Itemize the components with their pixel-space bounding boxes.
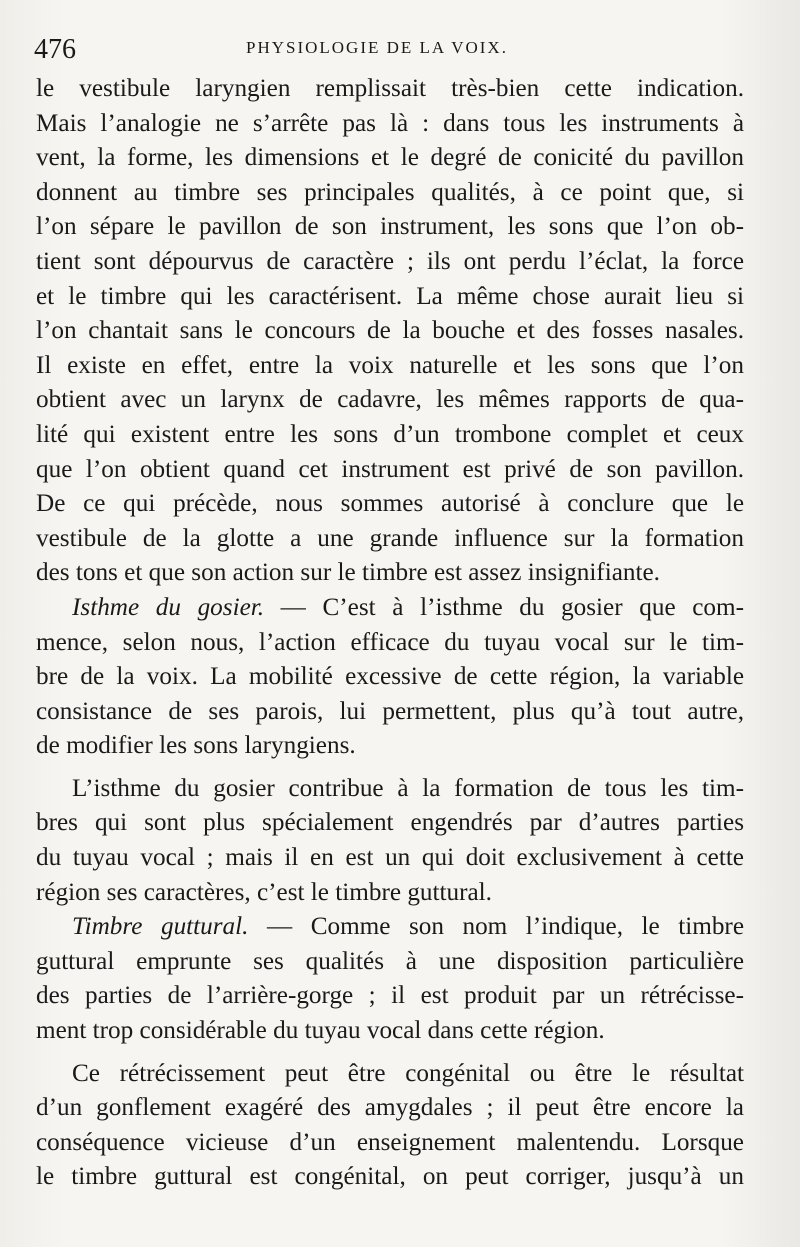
text-line: lité qui existent entre les sons d’un trombone complet et ceux xyxy=(36,420,744,448)
text-line: le timbre guttural est congénital, on peut corriger, jusqu’à un xyxy=(36,1163,744,1191)
text-line: Il existe en effet, entre la voix naturelle et les sons que l’on xyxy=(36,351,744,379)
text-line: et le timbre qui les caractérisent. La même chose aurait lieu si xyxy=(36,282,744,310)
text-line: de modifier les sons laryngiens. xyxy=(36,732,356,760)
text-run: — Comme son nom l’indique, le timbre xyxy=(248,913,745,941)
text-line: ment trop considérable du tuyau vocal dans cette région. xyxy=(36,1017,605,1045)
text-line: l’on sépare le pavillon de son instrument, les sons que l’on ob- xyxy=(36,213,744,241)
text-line: vent, la forme, les dimensions et le degré de conicité du pavillon xyxy=(36,144,744,172)
page-header xyxy=(34,30,754,70)
section-heading: Isthme du gosier. xyxy=(72,593,265,621)
text-line: bre de la voix. La mobilité excessive de cette région, la variable xyxy=(36,663,744,691)
text-line: d’un gonflement exagéré des amygdales ; il peut être encore la xyxy=(36,1094,744,1122)
page-number: 476 xyxy=(34,34,76,65)
text-line: Ce rétrécissement peut être congénital ou être le résultat xyxy=(72,1059,744,1087)
text-line: guttural emprunte ses qualités à une disposition particulière xyxy=(36,947,744,975)
paragraph xyxy=(36,72,744,591)
paragraph xyxy=(36,910,744,1048)
text-line: De ce qui précède, nous sommes autorisé à conclure que le xyxy=(36,490,744,518)
text-line: tient sont dépourvus de caractère ; ils ont perdu l’éclat, la force xyxy=(36,247,744,275)
text-line xyxy=(36,910,744,945)
text-line: vestibule de la glotte a une grande influence sur la formation xyxy=(36,524,744,552)
text-line: conséquence vicieuse d’un enseignement malentendu. Lorsque xyxy=(36,1128,744,1156)
text-line: que l’on obtient quand cet instrument est privé de son pavillon. xyxy=(36,455,744,483)
text-line: Mais l’analogie ne s’arrête pas là : dans tous les instruments à xyxy=(36,109,744,137)
text-line: obtient avec un larynx de cadavre, les mêmes rapports de qua- xyxy=(36,386,744,414)
text-line: région ses caractères, c’est le timbre guttural. xyxy=(36,878,492,906)
text-line: L’isthme du gosier contribue à la formation de tous les tim- xyxy=(72,774,744,802)
paragraph xyxy=(36,591,744,764)
section-heading: Timbre guttural. xyxy=(72,913,249,941)
page-body xyxy=(36,72,744,1195)
text-line: l’on chantait sans le concours de la bouche et des fosses nasales. xyxy=(36,317,744,345)
text-line: consistance de ses parois, lui permettent, plus qu’à tout autre, xyxy=(36,697,744,725)
text-run: — C’est à l’isthme du gosier que com- xyxy=(264,593,744,621)
text-line xyxy=(36,591,744,626)
text-line: bres qui sont plus spécialement engendrés par d’autres parties xyxy=(36,809,744,837)
text-line: mence, selon nous, l’action efficace du tuyau vocal sur le tim- xyxy=(36,628,744,656)
running-head: PHYSIOLOGIE DE LA VOIX. xyxy=(246,38,508,57)
text-line: donnent au timbre ses principales qualités, à ce point que, si xyxy=(36,178,744,206)
paragraph xyxy=(36,772,744,910)
text-line: le vestibule laryngien remplissait très-bien cette indication. xyxy=(36,75,744,102)
text-line: des tons et que son action sur le timbre est assez insignifiante. xyxy=(36,559,660,587)
text-line: du tuyau vocal ; mais il en est un qui doit exclusivement à cette xyxy=(36,844,744,872)
paragraph xyxy=(36,1057,744,1195)
text-line: des parties de l’arrière-gorge ; il est produit par un rétrécisse- xyxy=(36,982,744,1010)
